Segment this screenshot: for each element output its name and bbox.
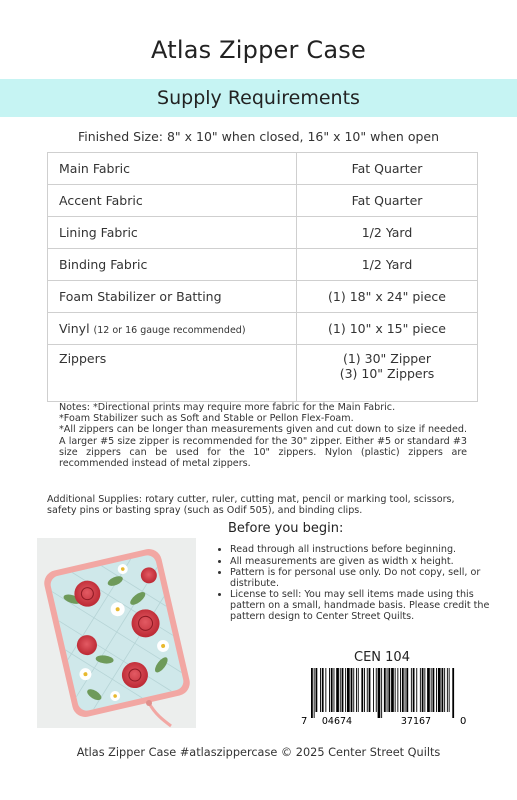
barcode-bar [422, 668, 424, 712]
supply-amount: 1/2 Yard [297, 217, 478, 249]
barcode-bar [351, 668, 353, 712]
table-row [48, 249, 478, 281]
supply-item: Main Fabric [48, 153, 297, 185]
supply-item: Zippers [48, 345, 297, 402]
footer: Atlas Zipper Case #atlaszippercase © 2025 Center Street Quilts [76, 746, 441, 759]
supply-amount-cell [297, 345, 478, 402]
barcode-bar [320, 668, 321, 712]
supply-item: Accent Fabric [48, 185, 297, 217]
barcode-bar [336, 668, 339, 712]
note-line: *All zippers can be longer than measurements given and cut down to size if needed. A larger #5 size zipper is recommended for the 30" zipper. Either #5 or standard #3 size zippers can be used for the 10" zippers. Nylon (plastic) zippers are recommended instead of metal zippers. [59, 424, 467, 470]
page-title: Atlas Zipper Case [151, 36, 366, 64]
supply-item: Vinyl [59, 321, 90, 336]
before-you-begin-list [206, 545, 500, 623]
barcode-bar [325, 668, 326, 712]
barcode-bar [431, 668, 432, 712]
barcode-bar [416, 668, 417, 712]
barcode-group-2: 37167 [400, 716, 432, 726]
barcode-bar [402, 668, 404, 712]
barcode-bar [438, 668, 441, 712]
barcode-bar [387, 668, 388, 712]
table-row [48, 185, 478, 217]
supply-item-note: (12 or 16 gauge recommended) [93, 325, 246, 336]
supply-amount: (1) 30" Zipper [342, 351, 432, 366]
upc-barcode [299, 668, 469, 726]
barcode-bar [395, 668, 396, 712]
barcode-bar [388, 668, 390, 712]
barcode-bar [331, 668, 333, 712]
barcode-digit-left: 7 [301, 716, 308, 726]
barcode-bar [373, 668, 374, 712]
barcode-bar [334, 668, 335, 712]
barcode-bar [411, 668, 412, 712]
barcode-bar [436, 668, 437, 712]
barcode-bar [367, 668, 368, 712]
barcode-bar [405, 668, 406, 712]
barcode-group-1: 04674 [321, 716, 353, 726]
barcode-bar [311, 668, 313, 718]
supply-amount: Fat Quarter [297, 185, 478, 217]
note-line: *Foam Stabilizer such as Soft and Stable or Pellon Flex-Foam. [59, 413, 354, 425]
barcode-bar [391, 668, 394, 712]
barcode-bar [356, 668, 357, 712]
table-row [48, 217, 478, 249]
zipper-case-image [37, 538, 196, 728]
product-photo [37, 538, 196, 728]
barcode-bar [364, 668, 365, 712]
barcode-bar [420, 668, 421, 712]
supply-table [47, 152, 478, 402]
finished-size: Finished Size: 8" x 10" when closed, 16" x 10" when open [77, 129, 440, 144]
barcode-bar [447, 668, 448, 712]
table-row [48, 153, 478, 185]
barcode-bar [433, 668, 435, 712]
barcode-digit-right: 0 [460, 716, 467, 726]
barcode-bar [424, 668, 425, 712]
supply-item: Binding Fabric [48, 249, 297, 281]
barcode-bar [381, 668, 382, 718]
supply-amount: Fat Quarter [297, 153, 478, 185]
barcode-bar [369, 668, 371, 712]
barcode-bar [376, 668, 377, 712]
barcode-bar [397, 668, 398, 712]
barcode-bar [358, 668, 359, 712]
barcode-bar [345, 668, 346, 712]
barcode-bar [452, 668, 454, 718]
barcode-bar [413, 668, 415, 712]
barcode-bar [427, 668, 430, 712]
list-item: • All measurements are given as width x height. [230, 557, 500, 568]
supply-item-cell [48, 313, 297, 345]
list-item: • Pattern is for personal use only. Do not copy, sell, or distribute. [230, 568, 500, 589]
list-item: • License to sell: You may sell items made using this pattern on a small, handmade basis. Please credit the pattern design to Center Street Quilts. [230, 590, 500, 622]
supply-item: Lining Fabric [48, 217, 297, 249]
additional-supplies: Additional Supplies: rotary cutter, ruler, cutting mat, pencil or marking tool, scissors, safety pins or basting spray (such as Odif 505), and binding clips. [47, 494, 455, 517]
barcode-bar [322, 668, 324, 712]
subtitle: Supply Requirements [157, 87, 360, 109]
barcode-bar [329, 668, 330, 712]
supply-amount: 1/2 Yard [297, 249, 478, 281]
note-line: Notes: *Directional prints may require more fabric for the Main Fabric. [59, 402, 396, 413]
product-code: CEN 104 [354, 650, 410, 665]
table-row [48, 281, 478, 313]
barcode-bar [314, 668, 315, 718]
barcode-bar [442, 668, 444, 712]
barcode-bar [406, 668, 408, 712]
supply-item: Foam Stabilizer or Batting [48, 281, 297, 313]
supply-amount: (1) 18" x 24" piece [297, 281, 478, 313]
table-row [48, 313, 478, 345]
table-row [48, 345, 478, 402]
before-you-begin-heading: Before you begin: [228, 521, 344, 536]
barcode-bar [400, 668, 401, 712]
barcode-bar [340, 668, 341, 712]
subtitle-band [0, 79, 517, 117]
barcode-bar [353, 668, 354, 712]
barcode-bar [384, 668, 386, 712]
supply-amount-secondary: (3) 10" Zippers [339, 366, 435, 381]
barcode-bar [342, 668, 344, 712]
barcode-bar [444, 668, 445, 712]
supply-amount: (1) 10" x 15" piece [297, 313, 478, 345]
notes-block [59, 402, 467, 469]
barcode-bar [361, 668, 363, 712]
list-item: • Read through all instructions before beginning. [230, 545, 500, 556]
barcode-bar [347, 668, 350, 712]
barcode-bar [316, 668, 318, 712]
barcode-bar [378, 668, 381, 718]
barcode-bar [449, 668, 450, 712]
